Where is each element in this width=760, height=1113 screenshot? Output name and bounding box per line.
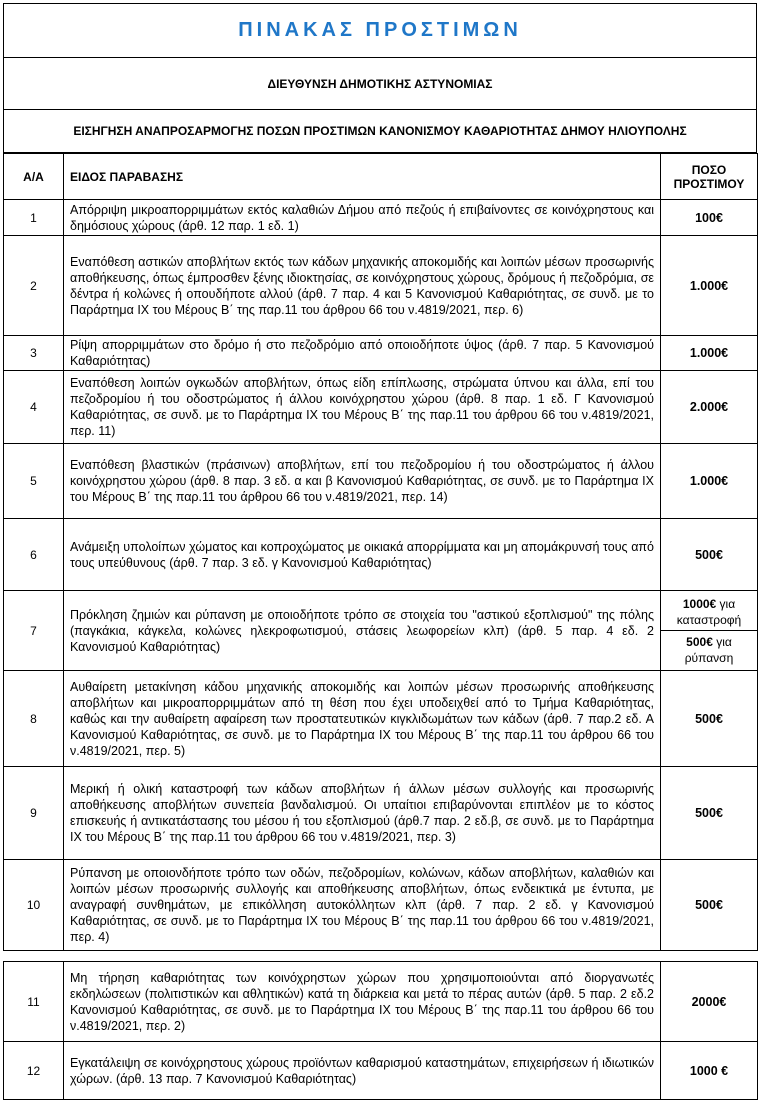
row-desc: Μη τήρηση καθαριότητας των κοινόχρηστων χώρων που χρησιμοποιούνται από διοργανωτές εκδηλώσεων (πολιτιστικών και αθλητικών) κατά τη διάρκεια και μετά το πέρας αυτών (άρθ. 5 παρ. 2 εδ.2 Κανονισμού Καθαριότητας, σε συνδ. με το Παράρτημα ΙΧ του Μέρους Β΄ της παρ.11 του άρθρου 66 του ν.4819/2021, περ. 2): [64, 962, 661, 1042]
table-row: [4, 236, 758, 336]
row-desc: Απόρριψη μικροαπορριμμάτων εκτός καλαθιών Δήμου από πεζούς ή επιβαίνοντες σε κοινόχρηστους και δημόσιους χώρους (άρθ. 12 παρ. 1 εδ. 1): [64, 200, 661, 236]
row-num: 9: [4, 767, 64, 860]
fines-table-continued: [3, 961, 758, 1100]
row-desc: Ανάμειξη υπολοίπων χώματος και κοπροχώματος με οικιακά απορρίμματα και μη απομάκρυνσή τους από τους υπεύθυνους (άρθ. 7 παρ. 3 εδ. γ Κανονισμού Καθαριότητας): [64, 519, 661, 591]
table-row: [4, 962, 758, 1042]
row-amount-split: [661, 591, 758, 671]
header-desc: ΕΙΔΟΣ ΠΑΡΑΒΑΣΗΣ: [64, 154, 661, 200]
header-num: Α/Α: [4, 154, 64, 200]
row-num: 10: [4, 860, 64, 951]
row-amount: 2000€: [661, 962, 758, 1042]
amount-damage-value: 1000€: [682, 597, 717, 611]
amount-pollution: [661, 631, 757, 668]
fines-table: [3, 153, 758, 951]
header-amount: ΠΟΣΟ ΠΡΟΣΤΙΜΟΥ: [661, 154, 758, 200]
row-amount: 500€: [661, 860, 758, 951]
amount-damage-note: για καταστροφή: [676, 597, 742, 627]
row-amount: 1000 €: [661, 1042, 758, 1100]
table-header-row: [4, 154, 758, 200]
row-desc: Ρύπανση με οποιονδήποτε τρόπο των οδών, πεζοδρομίων, κολώνων, κάδων αποβλήτων, καλαθιών και λοιπών μέσων προσωρινής συλλογής και αποθήκευσης αποβλήτων, όπως ενδεικτικά με έντυπα, με αναγραφή συνθημάτων, με επικόλληση αυτοκόλλητων κλπ (άρθ. 7 παρ. 2 εδ. γ Κανονισμού Καθαριότητας, σε συνδ. με το Παράρτημα ΙΧ του Μέρους Β΄ της παρ.11 του άρθρου 66 του ν.4819/2021, περ. 4): [64, 860, 661, 951]
row-amount: 500€: [661, 767, 758, 860]
amount-damage: [661, 593, 757, 631]
table-page-gap: [3, 951, 757, 961]
table-row: [4, 1042, 758, 1100]
department-heading: ΔΙΕΥΘΥΝΣΗ ΔΗΜΟΤΙΚΗΣ ΑΣΤΥΝΟΜΙΑΣ: [3, 58, 757, 110]
row-amount: 1.000€: [661, 236, 758, 336]
row-num: 4: [4, 371, 64, 444]
row-desc: Αυθαίρετη μετακίνηση κάδου μηχανικής αποκομιδής και λοιπών μέσων προσωρινής αποθήκευσης αποβλήτων και μικροαπορριμμάτων από τη θέση που έχει υποδειχθεί από το Τμήμα Καθαριότητας, καθώς και την αυθαίρετη αφαίρεση των προστατευτικών κιγκλιδωμάτων των κάδων (άρθ. 7 παρ.2 εδ. Α Κανονισμού Καθαριότητας, σε συνδ. με το Παράρτημα ΙΧ του Μέρους Β΄ της παρ.11 του άρθρου 66 του ν.4819/2021, περ. 5): [64, 671, 661, 767]
row-desc: Εναπόθεση αστικών αποβλήτων εκτός των κάδων μηχανικής αποκομιδής και λοιπών μέσων προσωρινής αποθήκευσης, όπως έμπροσθεν ξένης ιδιοκτησίας, σε κοινόχρηστους χώρους, δρόμους ή πεζοδρόμια, σε δέντρα ή κολώνες ή οπουδήποτε αλλού (άρθ. 7 παρ. 4 και 5 Κανονισμού Καθαριότητας, σε συνδ. με το Παράρτημα ΙΧ του Μέρους Β΄ της παρ.11 του άρθρου 66 του ν.4819/2021, περ. 6): [64, 236, 661, 336]
table-row: [4, 336, 758, 371]
row-desc: Πρόκληση ζημιών και ρύπανση με οποιοδήποτε τρόπο σε στοιχεία του "αστικού εξοπλισμού" της πόλης (παγκάκια, κάγκελα, κολώνες ηλεκροφωτισμού, στάσεις λεωφορείων κλπ) (άρθ. 5 παρ. 4 εδ. 2 Κανονισμού Καθαριότητας): [64, 591, 661, 671]
table-row: [4, 671, 758, 767]
row-num: 8: [4, 671, 64, 767]
row-num: 6: [4, 519, 64, 591]
row-num: 5: [4, 444, 64, 519]
row-amount: 2.000€: [661, 371, 758, 444]
row-num: 12: [4, 1042, 64, 1100]
table-row: [4, 591, 758, 671]
row-amount: 100€: [661, 200, 758, 236]
row-amount: 500€: [661, 671, 758, 767]
amount-pollution-value: 500€: [686, 635, 713, 649]
row-num: 1: [4, 200, 64, 236]
row-num: 7: [4, 591, 64, 671]
row-num: 3: [4, 336, 64, 371]
row-desc: Εγκατάλειψη σε κοινόχρηστους χώρους προϊόντων καθαρισμού καταστημάτων, επιχειρήσεων ή ιδιωτικών χώρων. (άρθ. 13 παρ. 7 Κανονισμού Καθαριότητας): [64, 1042, 661, 1100]
document-subtitle: ΕΙΣΗΓΗΣΗ ΑΝΑΠΡΟΣΑΡΜΟΓΗΣ ΠΟΣΩΝ ΠΡΟΣΤΙΜΩΝ ΚΑΝΟΝΙΣΜΟΥ ΚΑΘΑΡΙΟΤΗΤΑΣ ΔΗΜΟΥ ΗΛΙΟΥΠΟΛΗΣ: [3, 110, 757, 153]
document-title: ΠΙΝΑΚΑΣ ΠΡΟΣΤΙΜΩΝ: [3, 3, 757, 58]
table-row: [4, 860, 758, 951]
row-desc: Μερική ή ολική καταστροφή των κάδων αποβλήτων ή άλλων μέσων συλλογής και προσωρινής αποθήκευσης αποβλήτων συνεπεία βανδαλισμού. Οι υπαίτιοι επιβαρύνονται επιπλέον με το κόστος επισκευής ή αντικατάστασης του μέσου ή του εξοπλισμού (άρθ.7 παρ. 2 εδ.β, σε συνδ. με το Παράρτημα ΙΧ του Μέρους Β΄ της παρ.11 του άρθρου 66 του ν.4819/2021, περ. 3): [64, 767, 661, 860]
table-row: [4, 200, 758, 236]
row-desc: Εναπόθεση βλαστικών (πράσινων) αποβλήτων, επί του πεζοδρομίου ή του οδοστρώματος ή άλλου κοινόχρηστου χώρου (άρθ. 8 παρ. 3 εδ. α και β Κανονισμού Καθαριότητας, σε συνδ. με το Παράρτημα ΙΧ του Μέρους Β΄ της παρ.11 του άρθρου 66 του ν.4819/2021, περ. 14): [64, 444, 661, 519]
fines-document: [3, 3, 757, 1100]
row-amount: 1.000€: [661, 444, 758, 519]
row-amount: 500€: [661, 519, 758, 591]
row-num: 2: [4, 236, 64, 336]
row-desc: Ρίψη απορριμμάτων στο δρόμο ή στο πεζοδρόμιο από οποιοδήποτε ύψος (άρθ. 7 παρ. 5 Κανονισμού Καθαριότητας): [64, 336, 661, 371]
amount-pollution-note: για ρύπανση: [684, 635, 734, 665]
table-row: [4, 519, 758, 591]
table-row: [4, 371, 758, 444]
table-row: [4, 767, 758, 860]
table-row: [4, 444, 758, 519]
row-amount: 1.000€: [661, 336, 758, 371]
row-num: 11: [4, 962, 64, 1042]
row-desc: Εναπόθεση λοιπών ογκωδών αποβλήτων, όπως είδη επίπλωσης, στρώματα ύπνου και άλλα, επί του πεζοδρομίου ή του οδοστρώματος ή άλλου κοινόχρηστου χώρου (άρθ. 8 παρ. 1 εδ. Γ Κανονισμού Καθαριότητας, σε συνδ. με το Παράρτημα ΙΧ του Μέρους Β΄ της παρ.11 του άρθρου 66 του ν.4819/2021, περ. 11): [64, 371, 661, 444]
